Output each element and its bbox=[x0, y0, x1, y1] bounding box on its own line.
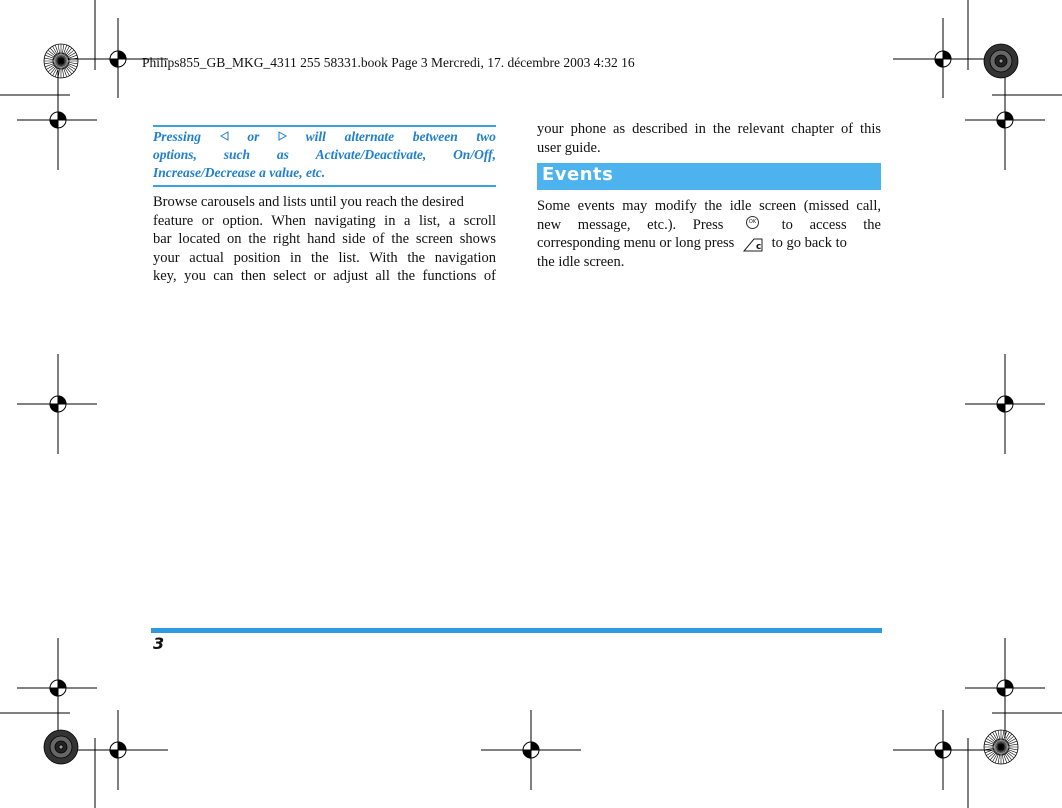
paragraph-line: the idle screen. bbox=[537, 253, 625, 270]
word: the bbox=[863, 216, 881, 233]
word-run: corresponding menu or long press bbox=[537, 235, 735, 251]
note-word: Pressing bbox=[153, 129, 202, 144]
crosshair-bottom-left-1 bbox=[17, 638, 97, 738]
starburst-bottom-right bbox=[984, 730, 1018, 764]
note-bottom-rule bbox=[153, 185, 496, 187]
crosshair-top-right-2 bbox=[965, 70, 1045, 170]
crosshair-bottom-left-2 bbox=[68, 710, 168, 790]
word: message, bbox=[577, 216, 631, 233]
word: new bbox=[537, 216, 562, 233]
paragraph-line: bar located on the right hand side of the screen shows bbox=[153, 231, 496, 247]
note-word: options, bbox=[153, 147, 197, 162]
word: etc.). bbox=[647, 216, 677, 233]
page-number: 3 bbox=[153, 634, 165, 653]
nav-left-icon bbox=[220, 128, 229, 146]
print-header: Philips855_GB_MKG_4311 255 58331.book Page 3 Mercredi, 17. décembre 2003 4:32 16 bbox=[142, 55, 635, 70]
word: Press bbox=[692, 216, 724, 233]
crosshair-mid-right bbox=[965, 354, 1045, 454]
footer-rule bbox=[151, 628, 882, 633]
starburst-bottom-left bbox=[44, 730, 78, 764]
note-line-1 bbox=[153, 128, 496, 146]
crosshair-bottom-right-2 bbox=[893, 710, 993, 790]
paragraph-line: feature or option. When navigating in a list, a scroll bbox=[153, 212, 496, 229]
note-word: Activate/Deactivate, bbox=[315, 147, 427, 162]
crosshair-bottom-right-1 bbox=[965, 638, 1045, 738]
crosshair-bottom-center bbox=[481, 710, 581, 790]
crosshair-mid-left bbox=[17, 354, 97, 454]
left-column-paragraph bbox=[153, 193, 496, 286]
word: access bbox=[809, 216, 847, 233]
crosshair-top-right-1 bbox=[893, 18, 993, 98]
note-word: On/Off, bbox=[453, 147, 496, 162]
paragraph-line: key, you can then select or adjust all the functions of bbox=[153, 268, 496, 284]
word-run: to go back to bbox=[771, 235, 847, 251]
note-word: will bbox=[305, 129, 326, 144]
section-title: Events bbox=[542, 164, 614, 185]
paragraph-line: Browse carousels and lists until you reach the desired bbox=[153, 194, 464, 210]
paragraph-line: your phone as described in the relevant chapter of this bbox=[537, 121, 881, 137]
note-line-3: Increase/Decrease a value, etc. bbox=[153, 165, 326, 180]
word: to bbox=[781, 216, 793, 233]
events-paragraph bbox=[537, 197, 881, 271]
note-word: as bbox=[276, 147, 289, 162]
note-word: such bbox=[223, 147, 250, 162]
paragraph-line: Some events may modify the idle screen (missed call, bbox=[537, 198, 881, 214]
note-word: two bbox=[476, 129, 496, 144]
right-column-continuation bbox=[537, 120, 881, 157]
paragraph-line: user guide. bbox=[537, 139, 601, 156]
note-word: between bbox=[412, 129, 458, 144]
starburst-top-left bbox=[44, 44, 78, 78]
note-top-rule bbox=[153, 125, 496, 127]
note-word: alternate bbox=[344, 129, 395, 144]
paragraph-line bbox=[537, 234, 881, 253]
starburst-top-right bbox=[984, 44, 1018, 78]
c-key-icon bbox=[742, 236, 764, 252]
note-word: or bbox=[247, 129, 260, 144]
paragraph-line bbox=[537, 216, 881, 235]
ok-key-icon: OK bbox=[746, 216, 759, 229]
crosshair-top-left-2 bbox=[17, 70, 97, 170]
paragraph-line: your actual position in the list. With the navigation bbox=[153, 249, 496, 266]
note-text bbox=[153, 128, 496, 182]
svg-text:c: c bbox=[755, 241, 762, 252]
section-heading-bar bbox=[537, 163, 881, 190]
note-line-2 bbox=[153, 146, 496, 164]
nav-right-icon bbox=[278, 128, 287, 146]
